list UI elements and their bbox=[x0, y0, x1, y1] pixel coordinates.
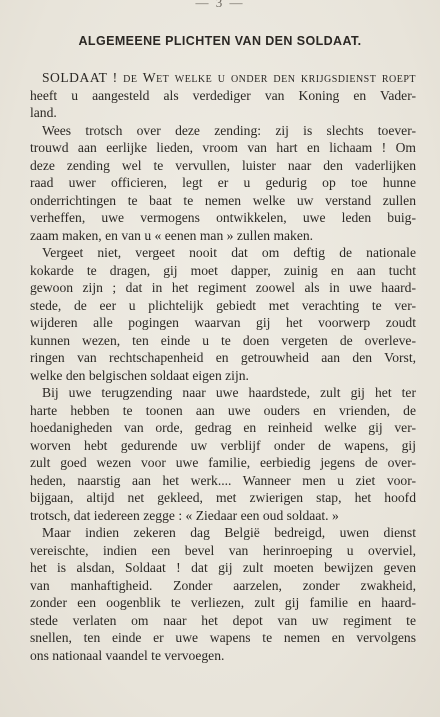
text-line: stede, de eer u plichtelijk gebiedt met verachting te ver- bbox=[30, 297, 416, 313]
text-line: harte hebben te toonen aan uwe ouders en vrienden, de bbox=[30, 402, 416, 418]
body-text bbox=[30, 69, 416, 664]
text-line: wijderen alle pogingen waarvan gij het voorwerp zoudt bbox=[30, 315, 416, 330]
text-line: Bij uwe terugzending naar uwe haardstede, zult gij het ter bbox=[42, 385, 416, 400]
text-line: trotsch, dat iedereen zegge : « Ziedaar een oud soldaat. » bbox=[30, 507, 339, 523]
text-line: zonder een oogenblik te verliezen, zult gij familie en haard- bbox=[30, 595, 416, 610]
text-line: raad uwer officieren, legt er u gedurig op toe hunne bbox=[30, 175, 416, 190]
text-line: zaam maken, en van u « eenen man » zullen maken. bbox=[30, 227, 314, 243]
text-line: deze zending wel te vervullen, luister naar den vaderlijken bbox=[30, 157, 416, 173]
text-line: ons nationaal vaandel te vervoegen. bbox=[30, 647, 225, 663]
text-line: hoedanigheden van orde, gedrag en reinheid welke gij ver- bbox=[30, 420, 416, 435]
text-line: Maar indien zekeren dag België bedreigd, uwen dienst bbox=[42, 525, 416, 540]
paragraph-2 bbox=[30, 122, 416, 245]
text-line: kunnen wezen, ten einde u te doen vergeten de overleve- bbox=[30, 332, 416, 348]
text-line: trouwd aan eerlijke lieden, vroom van hart en lichaam ! Om bbox=[30, 140, 416, 155]
text-line: heeft u aangesteld als verdediger van Koning en Vader- bbox=[30, 87, 416, 103]
text-line: het is alsdan, Soldaat ! dat gij zult moeten bewijzen geven bbox=[30, 560, 416, 575]
text-line: Wees trotsch over deze zending: zij is slechts toever- bbox=[42, 122, 416, 138]
text-line: bijgaan, altijd net gekleed, met zwierigen stap, het hoofd bbox=[30, 490, 416, 505]
text-line: stede verlaten om naar het depot van uw regiment te bbox=[30, 612, 416, 628]
paragraph-3 bbox=[30, 244, 416, 384]
text-line: snellen, ten einde er uwe wapens te nemen en vervolgens bbox=[30, 630, 416, 645]
text-line: zult goed wezen voor uwe familie, eerbiedig jegens de over- bbox=[30, 455, 416, 470]
text-line: onderrichtingen te baat te nemen welke uw verstand zullen bbox=[30, 192, 416, 208]
text-line: heden, naarstig aan het werk.... Wanneer men u ziet voor- bbox=[30, 472, 416, 488]
text-line: welke den belgischen soldaat eigen zijn. bbox=[30, 367, 249, 383]
text-line: SOLDAAT ! de Wet welke u onder den krijgsdienst roept bbox=[42, 70, 416, 85]
text-line: van manhaftigheid. Zonder aarzelen, zonder zwakheid, bbox=[30, 577, 416, 593]
paragraph-1 bbox=[30, 69, 416, 122]
text-line: gewoon zijn ; dat in het regiment zoowel als in uwe haard- bbox=[30, 280, 416, 295]
text-line: ringen van rechtschapenheid en getrouwheid aan den Vorst, bbox=[30, 350, 416, 365]
text-line: kokarde te dragen, gij moet dapper, zuinig en aan tucht bbox=[30, 262, 416, 278]
section-heading: ALGEMEENE PLICHTEN VAN DEN SOLDAAT. bbox=[78, 34, 362, 48]
page-number: — 3 — bbox=[195, 0, 245, 10]
text-line: Vergeet niet, vergeet nooit dat om deftig de nationale bbox=[42, 245, 416, 260]
text-line: vereischte, indien een bevel van herinroeping u overviel, bbox=[30, 542, 416, 558]
paragraph-5 bbox=[30, 524, 416, 664]
text-line: land. bbox=[30, 105, 57, 120]
text-line: verheffen, uwe vermogens ontwikkelen, uwe leden buig- bbox=[30, 210, 416, 225]
text-line: worven hebt gedurende uw verblijf onder de wapens, gij bbox=[30, 437, 416, 453]
paragraph-4 bbox=[30, 384, 416, 524]
